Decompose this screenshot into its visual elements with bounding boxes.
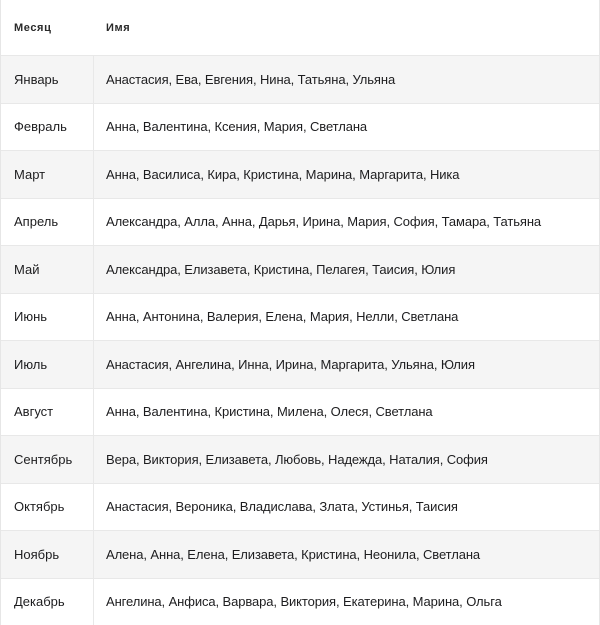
row-names: Анна, Валентина, Ксения, Мария, Светлана <box>106 119 368 135</box>
row-month: Февраль <box>1 104 94 151</box>
row-month: Август <box>1 389 94 436</box>
row-month: Май <box>1 246 94 293</box>
row-month: Январь <box>1 56 94 103</box>
row-month: Сентябрь <box>1 436 94 483</box>
row-names: Анастасия, Ева, Евгения, Нина, Татьяна, Ульяна <box>106 71 396 87</box>
table-row <box>1 578 599 625</box>
table-row <box>1 483 599 531</box>
table-row <box>1 55 599 103</box>
table-row <box>1 340 599 388</box>
row-month: Март <box>1 151 94 198</box>
row-names: Алена, Анна, Елена, Елизавета, Кристина, Неонила, Светлана <box>106 546 481 562</box>
row-month: Июль <box>1 341 94 388</box>
row-month: Июнь <box>1 294 94 341</box>
row-names: Александра, Алла, Анна, Дарья, Ирина, Мария, София, Тамара, Татьяна <box>106 214 542 230</box>
table-row <box>1 198 599 246</box>
table-row <box>1 293 599 341</box>
row-names: Анна, Антонина, Валерия, Елена, Мария, Нелли, Светлана <box>106 309 459 325</box>
table-row <box>1 530 599 578</box>
row-month: Декабрь <box>1 579 94 625</box>
row-names: Анна, Валентина, Кристина, Милена, Олеся, Светлана <box>106 404 433 420</box>
table-row <box>1 388 599 436</box>
table-row <box>1 103 599 151</box>
row-names: Анастасия, Вероника, Владислава, Злата, Устинья, Таисия <box>106 499 458 515</box>
row-names: Александра, Елизавета, Кристина, Пелагея, Таисия, Юлия <box>106 261 456 277</box>
table-row <box>1 435 599 483</box>
header-month: Месяц <box>14 21 52 34</box>
row-names: Анастасия, Ангелина, Инна, Ирина, Маргарита, Ульяна, Юлия <box>106 356 475 372</box>
row-month: Ноябрь <box>1 531 94 578</box>
row-names: Вера, Виктория, Елизавета, Любовь, Надежда, Наталия, София <box>106 451 488 467</box>
table-row <box>1 150 599 198</box>
row-names: Ангелина, Анфиса, Варвара, Виктория, Екатерина, Марина, Ольга <box>106 594 502 610</box>
table-row <box>1 245 599 293</box>
header-names: Имя <box>106 21 131 34</box>
row-month: Апрель <box>1 199 94 246</box>
row-names: Анна, Василиса, Кира, Кристина, Марина, Маргарита, Ника <box>106 166 460 182</box>
row-month: Октябрь <box>1 484 94 531</box>
table-header <box>1 0 599 55</box>
